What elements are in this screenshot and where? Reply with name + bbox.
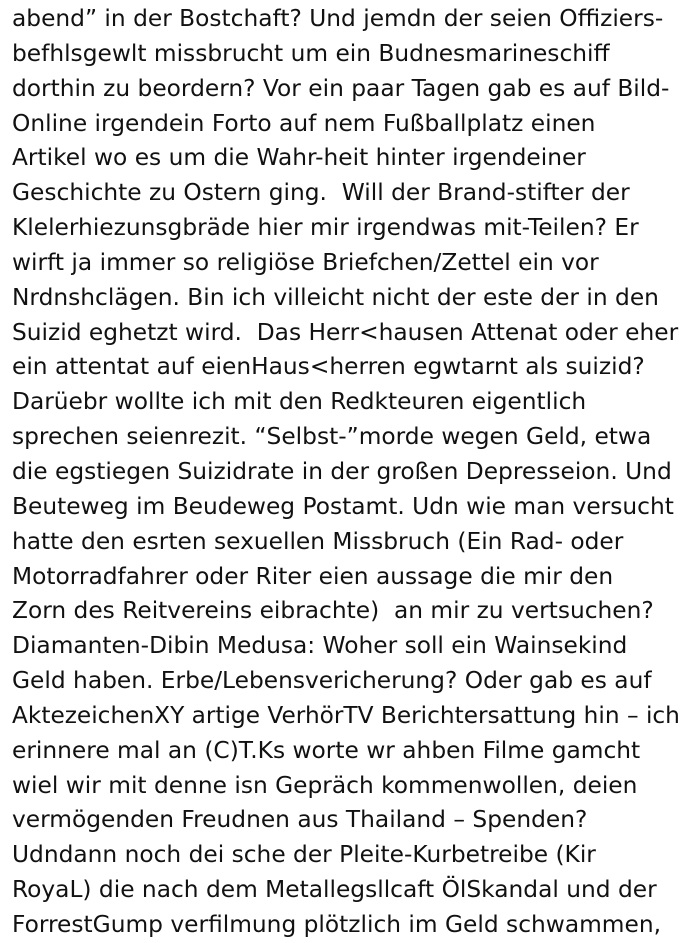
text-line: RoyaL) die nach dem Metallegsllcaft ÖlSkandal und der	[12, 876, 657, 904]
text-line: Darüebr wollte ich mit den Redkteuren eigentlich	[12, 388, 587, 416]
text-line: wirft ja immer so religiöse Briefchen/Zettel ein vor	[12, 248, 599, 276]
text-line: hatte den esrten sexuellen Missbruch (Ein Rad- oder	[12, 527, 624, 555]
text-line: erinnere mal an (C)T.Ks worte wr ahben Filme gamcht	[12, 736, 641, 764]
text-line: Motorradfahrer oder Riter eien aussage die mir den	[12, 562, 614, 590]
text-line: sprechen seienrezit. “Selbst-”morde wegen Geld, etwa	[12, 423, 652, 451]
text-line: Geld haben. Erbe/Lebensvericherung? Oder gab es auf	[12, 667, 652, 695]
text-line: ForrestGump verfilmung plötzlich im Geld schwammen,	[12, 910, 661, 938]
text-line: ein attentat auf eienHaus<herren egwtarnt als suizid?	[12, 353, 645, 381]
body-text	[12, 2, 680, 943]
text-line: AktezeichenXY artige VerhörTV Berichtersattung hin – ich	[12, 701, 680, 729]
text-line: Udndann noch dei sche der Pleite-Kurbetreibe (Kir	[12, 841, 596, 869]
text-line: befhlsgewlt missbrucht um ein Budnesmarineschiff	[12, 39, 610, 67]
text-line: dorthin zu beordern? Vor ein paar Tagen gab es auf Bild-	[12, 74, 670, 102]
text-line: Zorn des Reitvereins eibrachte) an mir zu vertsuchen?	[12, 597, 654, 625]
text-line: Klelerhiezunsgbräde hier mir irgendwas mit-Teilen? Er	[12, 214, 639, 242]
text-line: abend” in der Bostchaft? Und jemdn der seien Offiziers-	[12, 5, 664, 32]
text-line: Artikel wo es um die Wahr-heit hinter irgendeiner	[12, 144, 586, 172]
text-line: wiel wir mit denne isn Gepräch kommenwollen, deien	[12, 771, 638, 799]
text-line: Online irgendein Forto auf nem Fußballplatz einen	[12, 109, 596, 137]
text-line: die egstiegen Suizidrate in der großen Depresseion. Und	[12, 457, 672, 485]
text-line: Diamanten-Dibin Medusa: Woher soll ein Wainsekind	[12, 632, 628, 660]
text-line: Beuteweg im Beudeweg Postamt. Udn wie man versucht	[12, 492, 674, 520]
text-line: vermögenden Freudnen aus Thailand – Spenden?	[12, 806, 588, 834]
text-line: Nrdnshclägen. Bin ich villeicht nicht der este der in den	[12, 283, 659, 311]
text-line: Suizid eghetzt wird. Das Herr<hausen Attenat oder eher	[12, 318, 679, 346]
text-line: Geschichte zu Ostern ging. Will der Brand-stifter der	[12, 179, 630, 207]
